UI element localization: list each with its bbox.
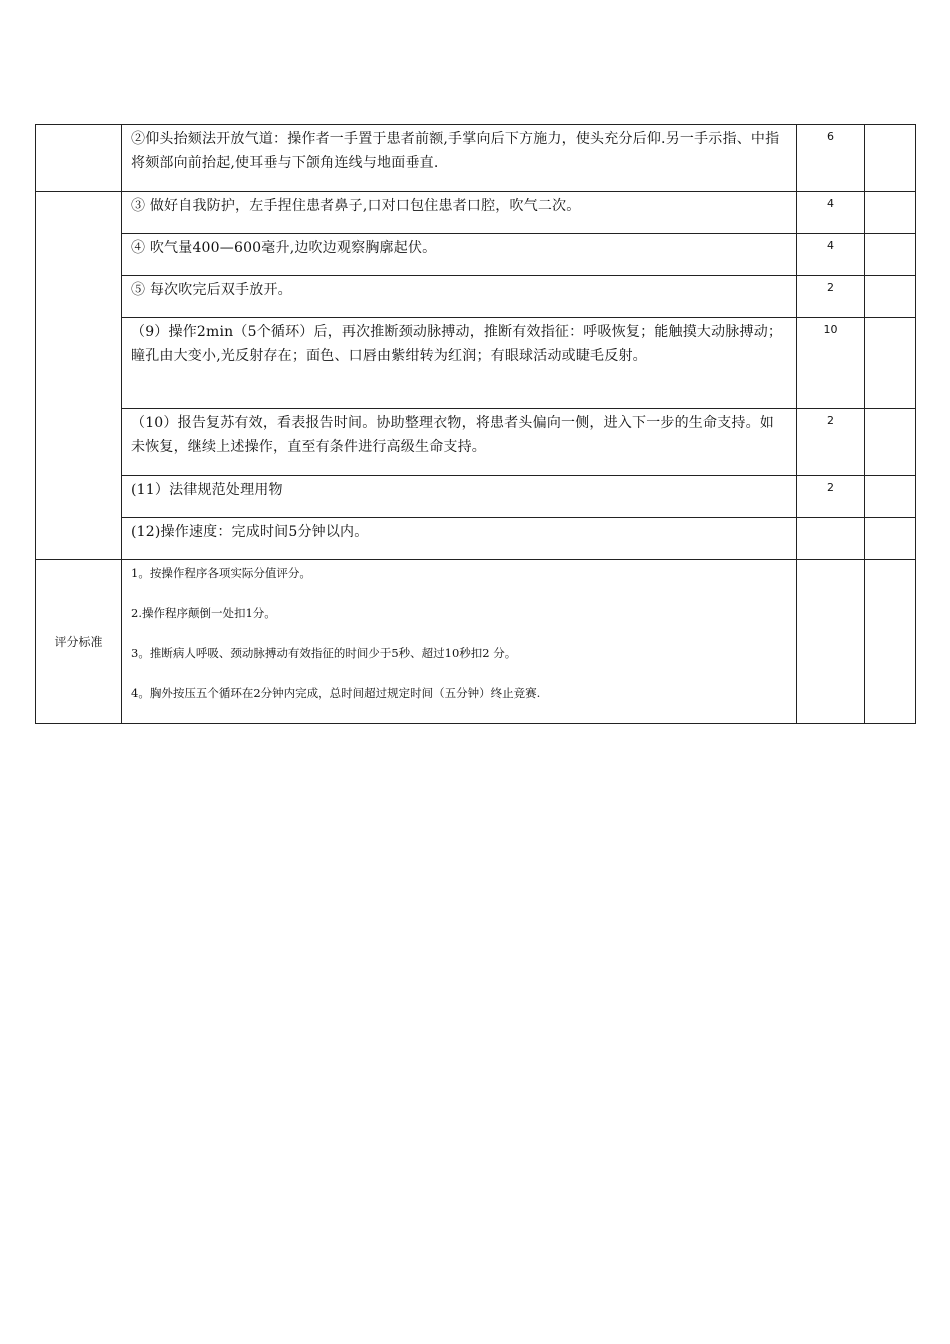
- score-value: 4: [797, 234, 865, 276]
- criteria-row: [36, 560, 916, 724]
- deduction-cell: [865, 560, 916, 724]
- table-row: [36, 276, 916, 318]
- score-value: 6: [797, 125, 865, 192]
- deduction-cell: [865, 476, 916, 518]
- deduction-cell: [865, 518, 916, 560]
- table-row: [36, 518, 916, 560]
- category-cell: [36, 192, 122, 560]
- criteria-item: 3。推断病人呼吸、颈动脉搏动有效指征的时间少于5秒、超过10秒扣2 分。: [131, 646, 517, 660]
- table-row: [36, 409, 916, 476]
- deduction-cell: [865, 409, 916, 476]
- step-text: ④ 吹气量400—600毫升,边吹边观察胸廓起伏。: [122, 234, 797, 276]
- criteria-list: [122, 560, 797, 724]
- criteria-item: 2.操作程序颠倒一处扣1分。: [131, 606, 276, 620]
- step-text: (11）法律规范处理用物: [122, 476, 797, 518]
- table-row: [36, 234, 916, 276]
- score-value: 2: [797, 476, 865, 518]
- table-row: [36, 476, 916, 518]
- score-value: 2: [797, 276, 865, 318]
- score-value: 2: [797, 409, 865, 476]
- criteria-label: 评分标准: [36, 560, 122, 724]
- score-value: [797, 518, 865, 560]
- step-text: ②仰头抬颏法开放气道：操作者一手置于患者前额,手掌向后下方施力，使头充分后仰.另一手示指、中指将颏部向前抬起,使耳垂与下颌角连线与地面垂直.: [122, 125, 797, 192]
- criteria-item: 4。胸外按压五个循环在2分钟内完成，总时间超过规定时间（五分钟）终止竞赛.: [131, 686, 541, 700]
- deduction-cell: [865, 125, 916, 192]
- score-cell-empty: [797, 560, 865, 724]
- step-text: （9）操作2min（5个循环）后，再次推断颈动脉搏动，推断有效指征：呼吸恢复；能触摸大动脉搏动；瞳孔由大变小,光反射存在；面色、口唇由紫绀转为红润；有眼球活动或睫毛反射。: [122, 318, 797, 409]
- step-text: （10）报告复苏有效，看表报告时间。协助整理衣物，将患者头偏向一侧，进入下一步的生命支持。如未恢复，继续上述操作，直至有条件进行高级生命支持。: [122, 409, 797, 476]
- score-value: 10: [797, 318, 865, 409]
- step-text: ③ 做好自我防护，左手捏住患者鼻子,口对口包住患者口腔，吹气二次。: [122, 192, 797, 234]
- table-row: [36, 318, 916, 409]
- step-text: ⑤ 每次吹完后双手放开。: [122, 276, 797, 318]
- category-cell: [36, 125, 122, 192]
- deduction-cell: [865, 276, 916, 318]
- deduction-cell: [865, 192, 916, 234]
- table-row: [36, 192, 916, 234]
- deduction-cell: [865, 318, 916, 409]
- table-row: [36, 125, 916, 192]
- score-value: 4: [797, 192, 865, 234]
- deduction-cell: [865, 234, 916, 276]
- scoring-table: [35, 124, 916, 724]
- criteria-item: 1。按操作程序各项实际分值评分。: [131, 566, 311, 580]
- step-text: (12)操作速度：完成时间5分钟以内。: [122, 518, 797, 560]
